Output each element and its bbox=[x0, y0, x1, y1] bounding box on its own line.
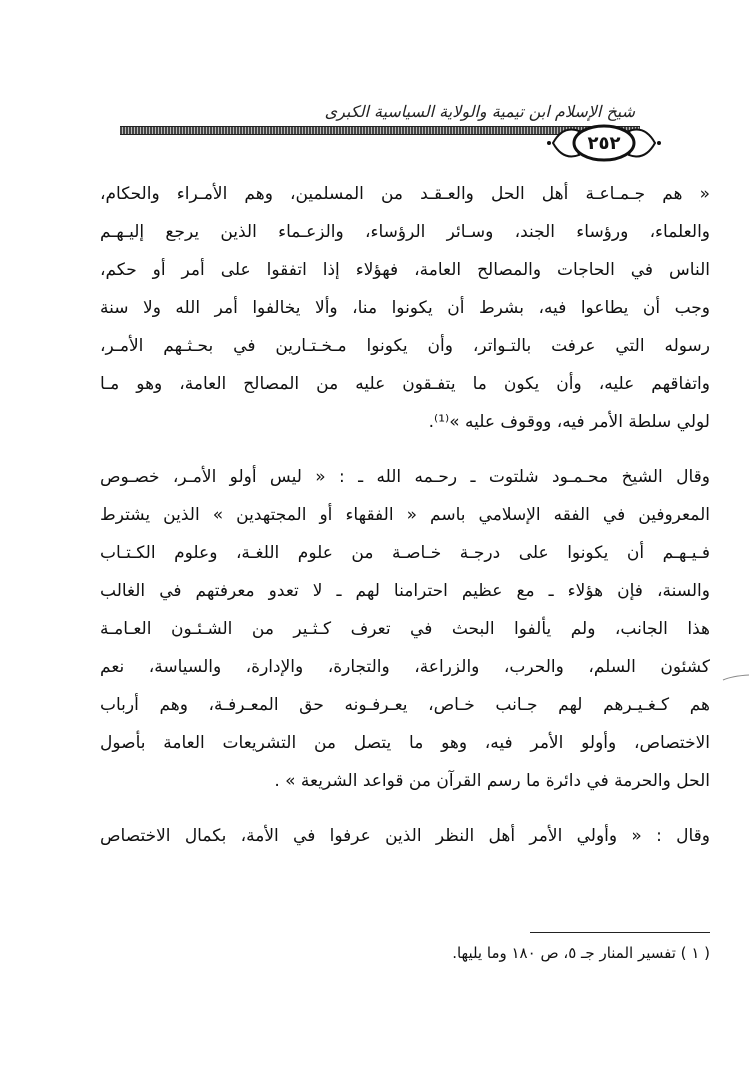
text-line: وقال الشيخ محـمـود شلتوت ـ رحـمه الله ـ : « ليس أولو الأمـر، خصـوص bbox=[100, 467, 710, 487]
paragraph-3 bbox=[100, 817, 710, 855]
footnote-rule bbox=[530, 932, 710, 933]
text-line: هذا الجانب، ولم يألفوا البحث في تعرف كـثـير من الشـئـون العـامـة bbox=[100, 619, 710, 639]
text-line: « هم جـمـاعـة أهل الحل والعـقـد من المسلمين، وهم الأمـراء والحكام، bbox=[100, 184, 710, 204]
text-line: المعروفين في الفقه الإسلامي باسم « الفقهاء أو المجتهدين » الذين يشترط bbox=[100, 505, 710, 525]
text-line: كشئون السلم، والحرب، والزراعة، والتجارة، والإدارة، والسياسة، نعم bbox=[100, 657, 710, 677]
paragraph-spacer bbox=[100, 800, 710, 817]
text-line: الناس في الحاجات والمصالح العامة، فهؤلاء إذا اتفقوا على أمر أو حكم، bbox=[100, 260, 710, 280]
text-line: رسوله التي عرفت بالتـواتر، وأن يكونوا مـخـتـارين في بحـثـهم الأمـر، bbox=[100, 336, 710, 356]
page-number: ٢٥٢ bbox=[587, 132, 621, 154]
paragraph-spacer bbox=[100, 441, 710, 458]
text-line: فـيـهـم أن يكونوا على درجـة خـاصـة من علوم اللغـة، وعلوم الكـتـاب bbox=[100, 543, 710, 563]
text-line: وقال : « وأولي الأمر أهل النظر الذين عرفوا في الأمة، بكمال الاختصاص bbox=[100, 826, 710, 846]
text-line: والعلماء، ورؤساء الجند، وسـائر الرؤساء، والزعـماء الذين يرجع إليـهـم bbox=[100, 222, 710, 242]
text-line: وجب أن يطاعوا فيه، بشرط أن يكونوا منا، وألا يخالفوا أمر الله ولا سنة bbox=[100, 298, 710, 318]
paragraph-2 bbox=[100, 458, 710, 800]
text-line: لولي سلطة الأمر فيه، ووقوف عليه »⁽¹⁾. bbox=[428, 412, 710, 432]
margin-mark bbox=[722, 670, 750, 684]
text-line: واتفاقهم عليه، وأن يكون ما يتفـقون عليه من المصالح العامة، وهو مـا bbox=[100, 374, 710, 394]
page-number-badge bbox=[545, 121, 663, 165]
paragraph-1 bbox=[100, 175, 710, 441]
text-line: الحل والحرمة في دائرة ما رسم القرآن من قواعد الشريعة » . bbox=[274, 771, 710, 791]
text-line: والسنة، فإن هؤلاء ـ مع عظيم احترامنا لهم ـ لا تعدو معرفتهم في الغالب bbox=[100, 581, 710, 601]
text-line: الاختصاص، وأولو الأمر فيه، وهو ما يتصل من التشريعات العامة بأصول bbox=[100, 733, 710, 753]
page-header-title: شيخ الإسلام ابن تيمية والولاية السياسية الكبرى bbox=[324, 102, 635, 121]
text-line: هم كـغـيـرهم لهم جـانب خـاص، يعـرفـونه حق المعـرفـة، وهم أرباب bbox=[100, 695, 710, 715]
body-text bbox=[100, 175, 710, 855]
footnote: ( ١ ) تفسير المنار جـ ٥، ص ١٨٠ وما يليها. bbox=[452, 944, 710, 962]
